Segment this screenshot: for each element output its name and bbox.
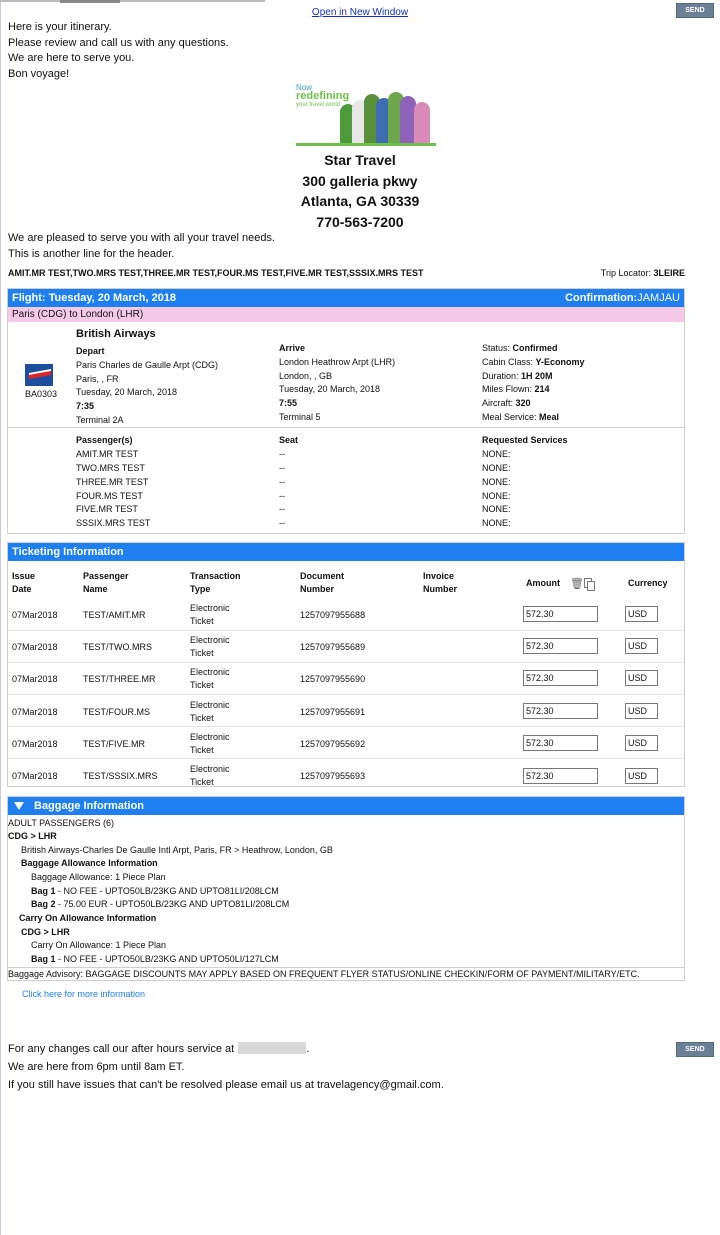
detail-label: Aircraft: [482, 398, 516, 408]
bag-detail: - NO FEE - UPTO50LB/23KG AND UPTO50LI/127LCM [55, 954, 279, 964]
services-header: Requested Services [482, 435, 568, 445]
flight-card [7, 288, 685, 534]
flight-status [482, 343, 558, 353]
seat-header: Seat [279, 435, 299, 445]
type-line: Electronic [190, 635, 230, 645]
passenger-services: NONE: [482, 449, 511, 459]
passengers-header: Passenger(s) [76, 435, 133, 445]
header-line: We are pleased to serve you with all your travel needs. [8, 232, 275, 244]
ticket-passenger: TEST/AMIT.MR [83, 610, 146, 620]
bag1-line [31, 886, 279, 896]
depart-label: Depart [76, 346, 105, 356]
intro-line: Here is your itinerary. [8, 21, 112, 33]
ticket-document: 1257097955689 [300, 642, 366, 652]
logo-person [414, 102, 430, 144]
ticket-issue-date: 07Mar2018 [12, 739, 58, 749]
currency-input[interactable]: USD [625, 703, 658, 719]
redacted-phone [238, 1042, 306, 1054]
adult-passengers: ADULT PASSENGERS (6) [8, 818, 115, 828]
ticket-issue-date: 07Mar2018 [12, 707, 58, 717]
col-currency: Currency [628, 578, 668, 588]
col-transaction-type [190, 570, 241, 596]
arrive-terminal: Terminal 5 [279, 412, 321, 422]
currency-input[interactable]: USD [625, 606, 658, 622]
carry-on-header: Carry On Allowance Information [19, 913, 157, 923]
depart-city: Paris, , FR [76, 374, 119, 384]
footer-text [8, 1040, 444, 1094]
baggage-header[interactable] [8, 797, 684, 815]
ticket-issue-date: 07Mar2018 [12, 642, 58, 652]
send-button-bottom[interactable]: SEND [676, 1042, 714, 1057]
detail-value: 320 [515, 398, 531, 408]
passenger-name: FOUR.MS TEST [76, 491, 143, 501]
currency-input[interactable]: USD [625, 670, 658, 686]
detail-value: 1H 20M [521, 371, 553, 381]
passenger-seat: -- [279, 477, 285, 487]
amount-input[interactable]: 572.30 [523, 768, 598, 784]
depart-airport: Paris Charles de Gaulle Arpt (CDG) [76, 360, 219, 370]
passenger-services: NONE: [482, 463, 511, 473]
agency-logo [296, 84, 436, 146]
type-line: Electronic [190, 764, 230, 774]
miles-flown [482, 384, 550, 394]
col-label: Transaction [190, 571, 241, 581]
type-line: Ticket [190, 648, 214, 658]
detail-value: Meal [539, 412, 560, 422]
footer-line [8, 1040, 444, 1058]
col-label: Type [190, 584, 211, 594]
bag-detail: - 75.00 EUR - UPTO50LB/23KG AND UPTO81LI/208LCM [55, 899, 290, 909]
depart-terminal: Terminal 2A [76, 415, 124, 425]
ticket-type [190, 731, 230, 757]
duration [482, 371, 553, 381]
ticket-issue-date: 07Mar2018 [12, 610, 58, 620]
amount-input[interactable]: 572.30 [523, 703, 598, 719]
arrive-airport: London Heathrow Arpt (LHR) [279, 357, 396, 367]
ticket-document: 1257097955691 [300, 707, 366, 717]
baggage-card [7, 796, 685, 968]
depart-time: 7:35 [76, 401, 95, 411]
baggage-title: Baggage Information [34, 800, 145, 812]
col-label: Passenger [83, 571, 129, 581]
airline-name: British Airways [76, 328, 156, 340]
footer-line1-text: For any changes call our after hours service at [8, 1043, 235, 1055]
intro-line: Please review and call us with any questions. [8, 36, 229, 49]
col-label: Name [83, 584, 108, 594]
meal-service [482, 412, 559, 422]
col-passenger-name [83, 570, 129, 596]
footer-line: If you still have issues that can't be resolved please email us at travelagency@gmail.com. [8, 1079, 444, 1091]
ticket-passenger: TEST/TWO.MRS [83, 642, 152, 652]
carry-on-allowance: Carry On Allowance: 1 Piece Plan [31, 940, 167, 950]
ticket-passenger: TEST/FIVE.MR [83, 739, 146, 749]
intro-line: We are here to serve you. [8, 52, 135, 64]
col-invoice-number [423, 570, 457, 596]
col-label: Date [12, 584, 32, 594]
more-information-link[interactable]: Click here for more information [22, 989, 146, 999]
detail-label: Cabin Class: [482, 357, 536, 367]
logo-line3: your travel world [296, 102, 341, 108]
ticketing-card [7, 542, 685, 787]
flight-number: BA0303 [25, 389, 58, 399]
arrive-time: 7:55 [279, 398, 298, 408]
detail-value: Y-Economy [535, 357, 585, 367]
arrive-date: Tuesday, 20 March, 2018 [279, 384, 381, 394]
ticket-passenger: TEST/SSSIX.MRS [83, 771, 158, 781]
carry-on-route: CDG > LHR [21, 927, 70, 937]
travelers-line: AMIT.MR TEST,TWO.MRS TEST,THREE.MR TEST,FOUR.MS TEST,FIVE.MR TEST,SSSIX.MRS TEST [8, 268, 424, 278]
flight-header [8, 289, 684, 307]
intro-line: Bon voyage! [8, 67, 70, 80]
ticket-type [190, 699, 230, 725]
open-link-text[interactable]: Open in New Window [311, 7, 409, 18]
passenger-services: NONE: [482, 504, 511, 514]
currency-input[interactable]: USD [625, 735, 658, 751]
header-line: This is another line for the header. [8, 247, 175, 260]
flight-route: Paris (CDG) to London (LHR) [8, 307, 684, 322]
aircraft [482, 398, 531, 408]
intro-text [8, 20, 229, 82]
detail-label: Miles Flown: [482, 384, 535, 394]
top-divider-accent [60, 0, 120, 3]
detail-value: Confirmed [512, 343, 558, 353]
logo-line2: redefining [296, 90, 350, 102]
ticketing-header: Ticketing Information [8, 543, 684, 561]
ticket-type [190, 602, 230, 628]
passenger-name: TWO.MRS TEST [76, 463, 145, 473]
trip-locator-value: 3LEIRE [653, 268, 685, 278]
type-line: Electronic [190, 603, 230, 613]
col-label: Invoice [423, 571, 455, 581]
agency-info [0, 150, 720, 232]
passenger-seat: -- [279, 449, 285, 459]
agency-address: 300 galleria pkwy [302, 172, 418, 189]
row-divider [8, 758, 684, 759]
bag-label: Bag 2 [31, 899, 56, 909]
agency-name: Star Travel [324, 152, 396, 168]
confirmation-label: Confirmation: [565, 292, 638, 304]
row-divider [8, 726, 684, 727]
passenger-name: FIVE.MR TEST [76, 504, 138, 514]
bag-label: Bag 1 [31, 886, 56, 896]
row-divider [8, 694, 684, 695]
detail-value: 214 [534, 384, 550, 394]
type-line: Ticket [190, 713, 214, 723]
confirmation-value: JAMJAU [637, 292, 680, 304]
copy-icon[interactable] [584, 578, 592, 588]
carry-on-bag1 [31, 954, 279, 964]
row-divider [8, 662, 684, 663]
cabin-class [482, 357, 585, 367]
bag-detail: - NO FEE - UPTO50LB/23KG AND UPTO81LI/208LCM [55, 886, 279, 896]
agency-city: Atlanta, GA 30339 [300, 193, 420, 209]
ticket-type [190, 666, 230, 692]
ticket-passenger: TEST/THREE.MR [83, 674, 156, 684]
passenger-name: AMIT.MR TEST [76, 449, 139, 459]
passenger-seat: -- [279, 491, 285, 501]
send-button-top[interactable]: SEND [676, 3, 714, 18]
airline-logo-icon [25, 364, 53, 386]
col-amount: Amount [526, 578, 560, 588]
ticket-document: 1257097955693 [300, 771, 366, 781]
footer-line: We are here from 6pm until 8am ET. [8, 1061, 185, 1073]
passenger-name: THREE.MR TEST [76, 477, 149, 487]
allowance-header: Baggage Allowance Information [21, 858, 158, 868]
passenger-seat: -- [279, 463, 285, 473]
currency-input[interactable]: USD [625, 768, 658, 784]
col-document-number [300, 570, 344, 596]
type-line: Electronic [190, 667, 230, 677]
passenger-services: NONE: [482, 518, 511, 528]
detail-label: Status: [482, 343, 513, 353]
logo-line1: Now [296, 84, 313, 92]
bag-label: Bag 1 [31, 954, 56, 964]
confirmation [565, 289, 680, 307]
passenger-seat: -- [279, 504, 285, 514]
footer-line1-end: . [306, 1043, 310, 1055]
baggage-allowance: Baggage Allowance: 1 Piece Plan [31, 872, 166, 882]
depart-date: Tuesday, 20 March, 2018 [76, 387, 178, 397]
ticket-type [190, 763, 230, 789]
type-line: Ticket [190, 680, 214, 690]
col-issue-date [12, 570, 35, 596]
header-message [8, 231, 275, 262]
arrive-label: Arrive [279, 343, 306, 353]
ticket-document: 1257097955688 [300, 610, 366, 620]
col-label: Document [300, 571, 345, 581]
passenger-name: SSSIX.MRS TEST [76, 518, 151, 528]
col-label: Number [423, 584, 458, 594]
agency-phone: 770-563-7200 [316, 213, 404, 230]
top-divider [0, 0, 265, 2]
type-line: Ticket [190, 616, 214, 626]
bag2-line [31, 899, 289, 909]
baggage-route: CDG > LHR [8, 831, 57, 841]
type-line: Electronic [190, 700, 230, 710]
passenger-services: NONE: [482, 477, 511, 487]
amount-input[interactable]: 572.30 [523, 670, 598, 686]
passenger-seat: -- [279, 518, 285, 528]
detail-label: Meal Service: [482, 412, 540, 422]
logo-stripe [296, 143, 436, 146]
flight-date-title: Flight: Tuesday, 20 March, 2018 [12, 292, 177, 304]
baggage-advisory: Baggage Advisory: BAGGAGE DISCOUNTS MAY APPLY BASED ON FREQUENT FLYER STATUS/ONLINE CHECKIN/FORM OF PAYMENT/MILITARY/ETC. [7, 968, 685, 981]
currency-input[interactable]: USD [625, 638, 658, 654]
type-line: Electronic [190, 732, 230, 742]
ticket-passenger: TEST/FOUR.MS [83, 707, 150, 717]
trip-locator-label: Trip Locator: [600, 268, 651, 278]
col-label: Issue [12, 571, 36, 581]
passenger-services: NONE: [482, 491, 511, 501]
row-divider [8, 630, 684, 631]
carrier-route-line: British Airways-Charles De Gaulle Intl Arpt, Paris, FR > Heathrow, London, GB [21, 845, 333, 855]
arrive-city: London, , GB [279, 371, 333, 381]
ticket-document: 1257097955690 [300, 674, 366, 684]
ticket-issue-date: 07Mar2018 [12, 771, 58, 781]
logo-text [296, 84, 349, 109]
detail-label: Duration: [482, 371, 522, 381]
trash-icon[interactable]: 🗑 [570, 578, 584, 590]
amount-input[interactable]: 572.30 [523, 606, 598, 622]
open-in-new-window-link[interactable] [0, 7, 720, 18]
col-label: Number [300, 584, 335, 594]
ticket-document: 1257097955692 [300, 739, 366, 749]
flight-divider [8, 427, 684, 428]
amount-input[interactable]: 572.30 [523, 638, 598, 654]
ticket-type [190, 634, 230, 660]
type-line: Ticket [190, 777, 214, 787]
type-line: Ticket [190, 745, 214, 755]
ticket-issue-date: 07Mar2018 [12, 674, 58, 684]
collapse-triangle-icon[interactable] [14, 802, 24, 810]
amount-input[interactable]: 572.30 [523, 735, 598, 751]
trip-locator [601, 268, 685, 278]
